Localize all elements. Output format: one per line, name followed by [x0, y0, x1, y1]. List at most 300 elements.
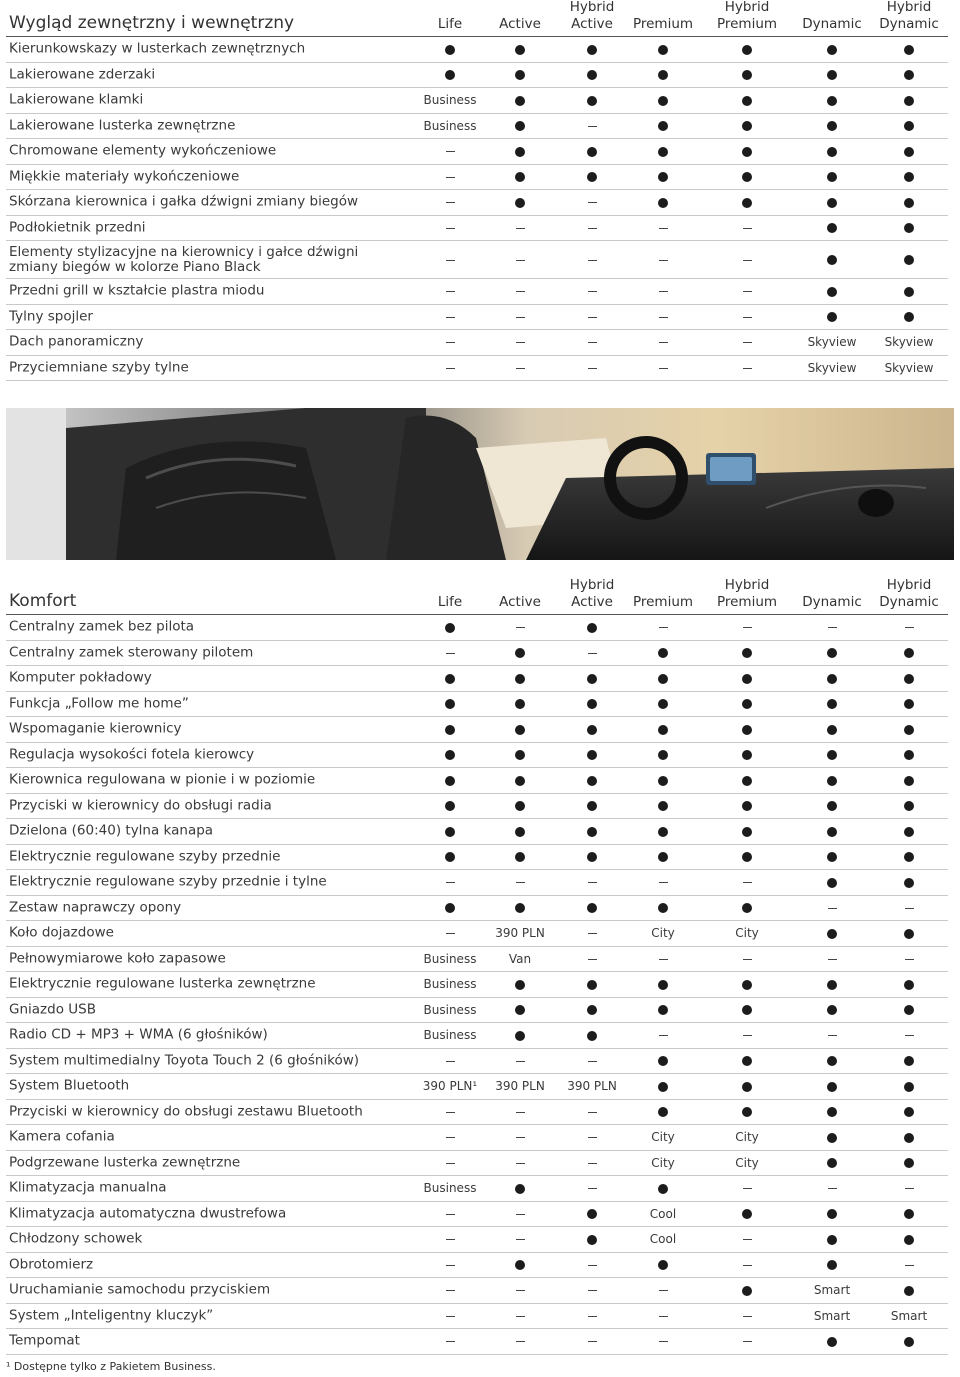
- standard-dot-icon: [904, 674, 914, 684]
- unavailable-dash-cell: [480, 1130, 560, 1144]
- table-row: [6, 241, 948, 279]
- standard-dot-cell: [792, 253, 872, 267]
- table-row: [6, 768, 948, 794]
- standard-dot-cell: [707, 722, 787, 736]
- column-header-line: Active: [499, 16, 541, 32]
- dash-icon: [588, 1137, 597, 1138]
- standard-dot-icon: [515, 147, 525, 157]
- standard-dot-icon: [658, 198, 668, 208]
- dash-icon: [446, 342, 455, 343]
- standard-dot-cell: [869, 284, 949, 298]
- standard-dot-icon: [587, 801, 597, 811]
- unavailable-dash-cell: [869, 1258, 949, 1272]
- standard-dot-cell: [792, 697, 872, 711]
- dash-icon: [828, 1035, 837, 1036]
- standard-dot-icon: [658, 674, 668, 684]
- standard-dot-icon: [658, 45, 668, 55]
- dash-icon: [516, 1163, 525, 1164]
- standard-dot-cell: [410, 850, 490, 864]
- standard-dot-icon: [515, 96, 525, 106]
- dash-icon: [588, 317, 597, 318]
- table-row: [6, 1329, 948, 1355]
- standard-dot-cell: [707, 1003, 787, 1017]
- standard-dot-icon: [827, 725, 837, 735]
- standard-dot-cell: [480, 119, 560, 133]
- column-header-line: Life: [437, 16, 463, 32]
- standard-dot-cell: [869, 1130, 949, 1144]
- standard-dot-icon: [587, 172, 597, 182]
- standard-dot-cell: [792, 93, 872, 107]
- dash-icon: [588, 1061, 597, 1062]
- standard-dot-cell: [792, 170, 872, 184]
- standard-dot-icon: [827, 699, 837, 709]
- option-text-cell: Skyview: [884, 360, 934, 375]
- standard-dot-icon: [827, 674, 837, 684]
- feature-label: System multimedialny Toyota Touch 2 (6 głośników): [9, 1052, 360, 1069]
- standard-dot-icon: [742, 1005, 752, 1015]
- dash-icon: [446, 882, 455, 883]
- unavailable-dash-cell: [707, 952, 787, 966]
- standard-dot-cell: [623, 799, 703, 813]
- standard-dot-cell: [869, 1054, 949, 1068]
- dash-icon: [588, 1316, 597, 1317]
- unavailable-dash-cell: [552, 1156, 632, 1170]
- standard-dot-icon: [445, 776, 455, 786]
- standard-dot-cell: [480, 697, 560, 711]
- table-row: [6, 114, 948, 140]
- standard-dot-cell: [869, 1079, 949, 1093]
- feature-label: Obrotomierz: [9, 1256, 94, 1273]
- table-row: [6, 1125, 948, 1151]
- dash-icon: [588, 882, 597, 883]
- standard-dot-icon: [827, 750, 837, 760]
- standard-dot-cell: [552, 620, 632, 634]
- unavailable-dash-cell: [792, 620, 872, 634]
- standard-dot-icon: [904, 1133, 914, 1143]
- standard-dot-icon: [515, 725, 525, 735]
- standard-dot-icon: [904, 96, 914, 106]
- standard-dot-icon: [904, 852, 914, 862]
- dash-icon: [446, 291, 455, 292]
- standard-dot-cell: [480, 722, 560, 736]
- standard-dot-cell: [480, 977, 560, 991]
- standard-dot-icon: [742, 903, 752, 913]
- column-header-line: Hybrid: [886, 577, 932, 593]
- standard-dot-cell: [869, 875, 949, 889]
- column-header: [623, 16, 703, 33]
- feature-label: Regulacja wysokości fotela kierowcy: [9, 746, 255, 763]
- standard-dot-icon: [587, 45, 597, 55]
- unavailable-dash-cell: [480, 221, 560, 235]
- table-header: [6, 578, 948, 615]
- standard-dot-icon: [587, 1031, 597, 1041]
- dash-icon: [743, 959, 752, 960]
- standard-dot-icon: [658, 903, 668, 913]
- dash-icon: [828, 1188, 837, 1189]
- unavailable-dash-cell: [707, 284, 787, 298]
- feature-label: System „Inteligentny kluczyk”: [9, 1307, 214, 1324]
- standard-dot-icon: [904, 1056, 914, 1066]
- standard-dot-cell: [623, 68, 703, 82]
- standard-dot-icon: [827, 776, 837, 786]
- dash-icon: [905, 1035, 914, 1036]
- unavailable-dash-cell: [552, 1309, 632, 1323]
- standard-dot-cell: [707, 93, 787, 107]
- standard-dot-icon: [742, 699, 752, 709]
- dash-icon: [659, 342, 668, 343]
- option-text-cell: Skyview: [884, 335, 934, 350]
- standard-dot-cell: [623, 1079, 703, 1093]
- standard-dot-icon: [587, 70, 597, 80]
- unavailable-dash-cell: [552, 1054, 632, 1068]
- standard-dot-icon: [658, 1184, 668, 1194]
- standard-dot-icon: [904, 1082, 914, 1092]
- feature-label: Lakierowane lusterka zewnętrzne: [9, 117, 236, 134]
- standard-dot-icon: [827, 1056, 837, 1066]
- standard-dot-icon: [904, 1235, 914, 1245]
- standard-dot-icon: [587, 147, 597, 157]
- column-header-line: Active: [571, 594, 613, 610]
- table-row: [6, 743, 948, 769]
- column-header-line: Life: [437, 594, 463, 610]
- column-header: [707, 0, 787, 33]
- standard-dot-cell: [869, 773, 949, 787]
- dash-icon: [659, 260, 668, 261]
- option-text-cell: City: [651, 1155, 675, 1170]
- unavailable-dash-cell: [410, 310, 490, 324]
- standard-dot-cell: [623, 773, 703, 787]
- option-text-cell: Business: [423, 1002, 477, 1017]
- standard-dot-icon: [515, 648, 525, 658]
- standard-dot-cell: [623, 195, 703, 209]
- standard-dot-cell: [623, 977, 703, 991]
- unavailable-dash-cell: [410, 1130, 490, 1144]
- option-text-cell: Cool: [649, 1206, 677, 1221]
- unavailable-dash-cell: [707, 1309, 787, 1323]
- standard-dot-cell: [623, 1258, 703, 1272]
- standard-dot-icon: [904, 827, 914, 837]
- standard-dot-icon: [827, 147, 837, 157]
- column-header-line: Premium: [632, 594, 694, 610]
- dash-icon: [516, 627, 525, 628]
- column-header-line: Dynamic: [879, 16, 939, 32]
- unavailable-dash-cell: [410, 361, 490, 375]
- table-row: [6, 1100, 948, 1126]
- standard-dot-icon: [658, 172, 668, 182]
- standard-dot-icon: [515, 1031, 525, 1041]
- standard-dot-icon: [827, 1337, 837, 1347]
- standard-dot-cell: [410, 748, 490, 762]
- standard-dot-cell: [869, 93, 949, 107]
- dash-icon: [446, 1290, 455, 1291]
- dash-icon: [516, 260, 525, 261]
- standard-dot-cell: [869, 1283, 949, 1297]
- standard-dot-cell: [792, 1079, 872, 1093]
- column-header-line: Dynamic: [802, 594, 862, 610]
- standard-dot-cell: [792, 1156, 872, 1170]
- standard-dot-cell: [480, 671, 560, 685]
- standard-dot-cell: [792, 926, 872, 940]
- standard-dot-cell: [480, 1258, 560, 1272]
- standard-dot-cell: [552, 748, 632, 762]
- standard-dot-icon: [904, 980, 914, 990]
- unavailable-dash-cell: [869, 952, 949, 966]
- standard-dot-cell: [552, 1003, 632, 1017]
- standard-dot-cell: [552, 1207, 632, 1221]
- table-row: [6, 615, 948, 641]
- feature-label: Funkcja „Follow me home”: [9, 695, 189, 712]
- standard-dot-icon: [904, 312, 914, 322]
- feature-label: Centralny zamek sterowany pilotem: [9, 644, 254, 661]
- feature-label: Elektrycznie regulowane szyby przednie i tylne: [9, 873, 327, 890]
- standard-dot-icon: [742, 1107, 752, 1117]
- column-header: [552, 0, 632, 33]
- option-text-cell: 390 PLN: [495, 1079, 545, 1094]
- standard-dot-icon: [827, 1107, 837, 1117]
- feature-label: Przedni grill w kształcie plastra miodu: [9, 282, 265, 299]
- standard-dot-cell: [623, 850, 703, 864]
- unavailable-dash-cell: [623, 1309, 703, 1323]
- table-row: [6, 305, 948, 331]
- standard-dot-icon: [904, 1286, 914, 1296]
- standard-dot-cell: [480, 1003, 560, 1017]
- dash-icon: [743, 1239, 752, 1240]
- section-title: Wygląd zewnętrzny i wewnętrzny: [9, 13, 295, 33]
- standard-dot-cell: [792, 1054, 872, 1068]
- standard-dot-cell: [869, 42, 949, 56]
- standard-dot-icon: [658, 980, 668, 990]
- unavailable-dash-cell: [480, 1054, 560, 1068]
- dash-icon: [446, 177, 455, 178]
- dash-icon: [588, 959, 597, 960]
- standard-dot-icon: [904, 1337, 914, 1347]
- column-header: [707, 577, 787, 611]
- table-row: [6, 1202, 948, 1228]
- standard-dot-cell: [623, 1054, 703, 1068]
- standard-dot-cell: [869, 1207, 949, 1221]
- standard-dot-icon: [587, 96, 597, 106]
- column-header-line: Hybrid: [724, 577, 770, 593]
- standard-dot-cell: [792, 671, 872, 685]
- unavailable-dash-cell: [480, 620, 560, 634]
- option-text-cell: 390 PLN: [567, 1079, 617, 1094]
- standard-dot-icon: [515, 1260, 525, 1270]
- standard-dot-cell: [792, 1003, 872, 1017]
- dash-icon: [446, 260, 455, 261]
- standard-dot-cell: [623, 1105, 703, 1119]
- option-text-cell: Business: [423, 1028, 477, 1043]
- standard-dot-cell: [480, 68, 560, 82]
- unavailable-dash-cell: [552, 335, 632, 349]
- dash-icon: [588, 1163, 597, 1164]
- standard-dot-cell: [623, 901, 703, 915]
- standard-dot-icon: [658, 725, 668, 735]
- dash-icon: [446, 1316, 455, 1317]
- standard-dot-icon: [827, 801, 837, 811]
- standard-dot-icon: [827, 223, 837, 233]
- unavailable-dash-cell: [707, 221, 787, 235]
- standard-dot-cell: [480, 824, 560, 838]
- unavailable-dash-cell: [623, 1028, 703, 1042]
- standard-dot-icon: [515, 121, 525, 131]
- column-header: [792, 16, 872, 33]
- standard-dot-cell: [480, 799, 560, 813]
- option-text-cell: Business: [423, 977, 477, 992]
- unavailable-dash-cell: [410, 875, 490, 889]
- standard-dot-cell: [707, 748, 787, 762]
- standard-dot-icon: [827, 70, 837, 80]
- standard-dot-icon: [658, 70, 668, 80]
- standard-dot-cell: [480, 850, 560, 864]
- standard-dot-cell: [623, 722, 703, 736]
- option-text-cell: Van: [508, 951, 532, 966]
- dash-icon: [516, 1214, 525, 1215]
- standard-dot-cell: [707, 773, 787, 787]
- standard-dot-icon: [515, 70, 525, 80]
- standard-dot-cell: [869, 195, 949, 209]
- standard-dot-icon: [742, 70, 752, 80]
- standard-dot-icon: [658, 852, 668, 862]
- table-row: [6, 717, 948, 743]
- standard-dot-cell: [869, 119, 949, 133]
- standard-dot-cell: [869, 671, 949, 685]
- unavailable-dash-cell: [792, 1181, 872, 1195]
- standard-dot-cell: [480, 93, 560, 107]
- table-row: [6, 190, 948, 216]
- standard-dot-icon: [904, 172, 914, 182]
- standard-dot-cell: [707, 1079, 787, 1093]
- standard-dot-icon: [742, 1209, 752, 1219]
- dash-icon: [588, 1188, 597, 1189]
- standard-dot-cell: [552, 144, 632, 158]
- table-row: [6, 870, 948, 896]
- standard-dot-icon: [904, 1107, 914, 1117]
- dash-icon: [588, 1290, 597, 1291]
- unavailable-dash-cell: [410, 1258, 490, 1272]
- dash-icon: [588, 933, 597, 934]
- unavailable-dash-cell: [410, 1054, 490, 1068]
- dash-icon: [588, 126, 597, 127]
- standard-dot-icon: [742, 980, 752, 990]
- unavailable-dash-cell: [707, 875, 787, 889]
- dash-icon: [446, 151, 455, 152]
- standard-dot-icon: [445, 623, 455, 633]
- option-text-cell: Smart: [813, 1308, 851, 1323]
- standard-dot-icon: [742, 45, 752, 55]
- standard-dot-icon: [587, 1005, 597, 1015]
- unavailable-dash-cell: [869, 901, 949, 915]
- standard-dot-icon: [658, 1056, 668, 1066]
- standard-dot-cell: [792, 1130, 872, 1144]
- standard-dot-cell: [869, 144, 949, 158]
- dash-icon: [588, 368, 597, 369]
- unavailable-dash-cell: [792, 1028, 872, 1042]
- dash-icon: [659, 1035, 668, 1036]
- standard-dot-icon: [827, 45, 837, 55]
- table-row: [6, 1176, 948, 1202]
- dash-icon: [516, 1112, 525, 1113]
- feature-label: Klimatyzacja manualna: [9, 1179, 167, 1196]
- unavailable-dash-cell: [480, 1156, 560, 1170]
- standard-dot-icon: [587, 827, 597, 837]
- table-row: [6, 139, 948, 165]
- standard-dot-icon: [904, 1158, 914, 1168]
- standard-dot-icon: [827, 827, 837, 837]
- standard-dot-icon: [827, 1133, 837, 1143]
- standard-dot-cell: [869, 1105, 949, 1119]
- dash-icon: [743, 1188, 752, 1189]
- dash-icon: [743, 368, 752, 369]
- dash-icon: [659, 317, 668, 318]
- table-row: [6, 845, 948, 871]
- unavailable-dash-cell: [623, 361, 703, 375]
- dash-icon: [588, 291, 597, 292]
- standard-dot-cell: [869, 68, 949, 82]
- standard-dot-icon: [827, 172, 837, 182]
- option-text-cell: Skyview: [807, 335, 857, 350]
- standard-dot-cell: [552, 722, 632, 736]
- unavailable-dash-cell: [623, 952, 703, 966]
- unavailable-dash-cell: [623, 620, 703, 634]
- standard-dot-icon: [827, 878, 837, 888]
- feature-label: Koło dojazdowe: [9, 924, 114, 941]
- table-header: [6, 0, 948, 37]
- standard-dot-cell: [707, 195, 787, 209]
- column-header-line: Dynamic: [802, 16, 862, 32]
- standard-dot-icon: [742, 1082, 752, 1092]
- standard-dot-icon: [742, 198, 752, 208]
- standard-dot-icon: [742, 121, 752, 131]
- dash-icon: [446, 368, 455, 369]
- unavailable-dash-cell: [623, 1334, 703, 1348]
- standard-dot-cell: [792, 646, 872, 660]
- standard-dot-cell: [792, 284, 872, 298]
- standard-dot-icon: [827, 1082, 837, 1092]
- standard-dot-cell: [869, 310, 949, 324]
- unavailable-dash-cell: [707, 1334, 787, 1348]
- standard-dot-cell: [410, 620, 490, 634]
- option-text-cell: Cool: [649, 1232, 677, 1247]
- standard-dot-cell: [480, 170, 560, 184]
- option-text-cell: City: [735, 926, 759, 941]
- unavailable-dash-cell: [480, 1232, 560, 1246]
- standard-dot-icon: [445, 699, 455, 709]
- feature-label: Uruchamianie samochodu przyciskiem: [9, 1281, 271, 1298]
- section-title: Komfort: [9, 591, 77, 611]
- standard-dot-cell: [707, 170, 787, 184]
- dash-icon: [588, 1112, 597, 1113]
- dash-icon: [828, 908, 837, 909]
- option-text-cell: Smart: [890, 1308, 928, 1323]
- unavailable-dash-cell: [410, 1105, 490, 1119]
- option-text-cell: City: [735, 1130, 759, 1145]
- standard-dot-icon: [742, 96, 752, 106]
- feature-label: Kierownica regulowana w pionie i w poziomie: [9, 771, 316, 788]
- unavailable-dash-cell: [410, 144, 490, 158]
- unavailable-dash-cell: [410, 284, 490, 298]
- standard-dot-icon: [827, 287, 837, 297]
- standard-dot-cell: [480, 901, 560, 915]
- standard-dot-icon: [904, 750, 914, 760]
- standard-dot-icon: [587, 623, 597, 633]
- dash-icon: [743, 882, 752, 883]
- table-row: [6, 165, 948, 191]
- dash-icon: [659, 228, 668, 229]
- standard-dot-icon: [742, 852, 752, 862]
- dash-icon: [446, 1239, 455, 1240]
- standard-dot-cell: [869, 1232, 949, 1246]
- standard-dot-cell: [410, 824, 490, 838]
